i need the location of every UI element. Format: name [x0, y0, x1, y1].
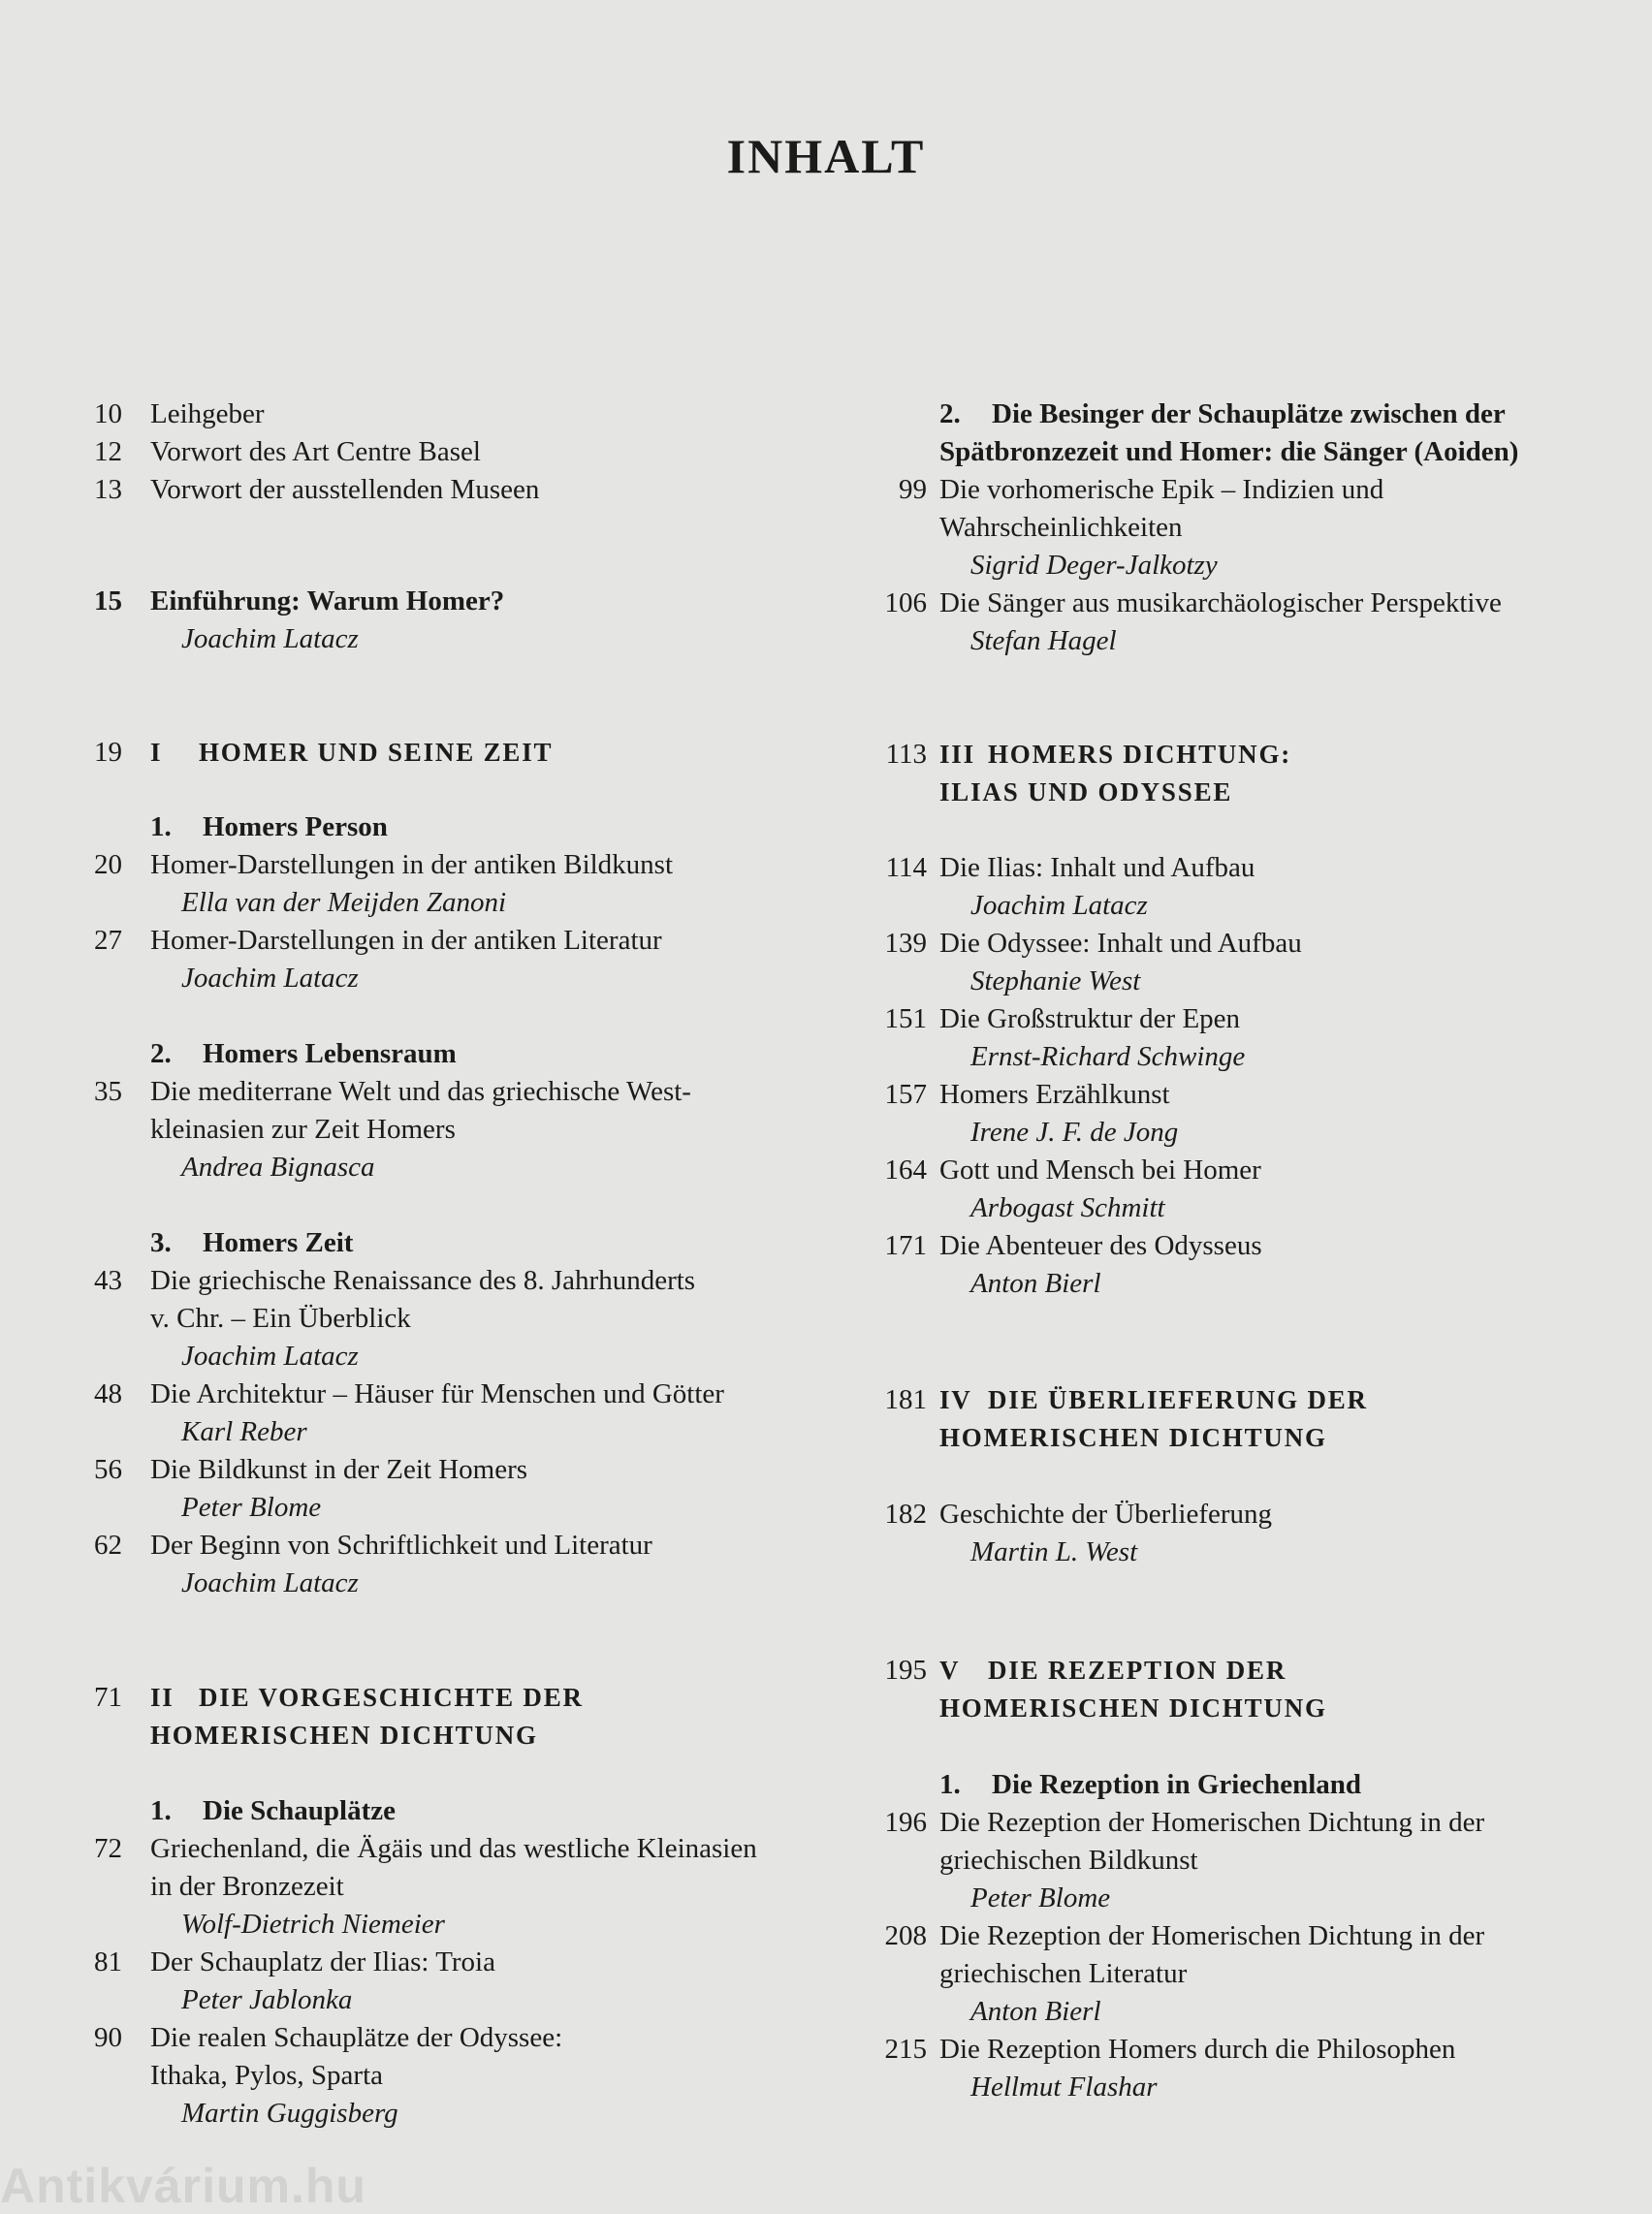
page-number: 15	[94, 585, 122, 617]
page-number: 151	[884, 1003, 927, 1034]
entry-title: Die Sänger aus musikarchäologischer Perspektive	[939, 587, 1502, 618]
entry-title: Die Rezeption der Homerischen Dichtung in der	[939, 1807, 1485, 1838]
entry-title: Leihgeber	[150, 398, 265, 429]
toc-entry[interactable]	[867, 1076, 1604, 1114]
page-number: 181	[884, 1384, 927, 1415]
page-number: 56	[94, 1454, 122, 1485]
section-title-text: DIE REZEPTION DER	[988, 1656, 1287, 1685]
toc-entry[interactable]	[867, 1152, 1604, 1189]
entry-author-line	[867, 622, 1604, 660]
entry-author-line	[867, 887, 1604, 925]
toc-entry[interactable]	[78, 1073, 814, 1111]
subsection-number: 1.	[939, 1769, 961, 1800]
entry-author: Hellmut Flashar	[970, 2072, 1158, 2103]
toc-entry[interactable]	[78, 2019, 814, 2057]
entry-title: Einführung: Warum Homer?	[150, 585, 505, 617]
roman-numeral: I	[150, 738, 163, 767]
page-number: 114	[885, 852, 927, 883]
page-number: 20	[94, 849, 122, 880]
entry-author: Irene J. F. de Jong	[970, 1117, 1179, 1148]
entry-title-line-2: v. Chr. – Ein Überblick	[150, 1303, 411, 1334]
subsection-number: 2.	[939, 398, 961, 429]
toc-entry-continuation	[78, 2057, 814, 2095]
entry-author: Peter Blome	[970, 1882, 1111, 1914]
entry-author: Joachim Latacz	[181, 1341, 359, 1372]
toc-entry[interactable]	[78, 1451, 814, 1489]
subsection-title	[150, 1792, 396, 1830]
page-number: 113	[885, 739, 927, 770]
entry-author-line	[867, 547, 1604, 585]
roman-numeral: II	[150, 1683, 175, 1712]
roman-numeral: IV	[939, 1385, 972, 1414]
section-title	[939, 1381, 1368, 1419]
subsection-heading	[867, 395, 1604, 433]
page-number: 157	[884, 1079, 927, 1110]
section-heading-continuation	[867, 1419, 1604, 1457]
entry-author-line	[78, 1413, 814, 1451]
toc-entry[interactable]	[78, 471, 814, 509]
page-number: 43	[94, 1265, 122, 1296]
entry-author: Andrea Bignasca	[181, 1152, 375, 1183]
entry-title: Griechenland, die Ägäis und das westliche Kleinasien	[150, 1833, 757, 1864]
subsection-heading	[78, 1224, 814, 1262]
subsection-heading	[867, 1766, 1604, 1804]
entry-title: Vorwort des Art Centre Basel	[150, 436, 481, 467]
entry-title: Gott und Mensch bei Homer	[939, 1154, 1261, 1186]
subsection-title	[150, 808, 388, 846]
toc-entry-continuation	[78, 1111, 814, 1149]
section-title-line-2: HOMERISCHEN DICHTUNG	[939, 1693, 1327, 1723]
subsection-title-text: Die Rezeption in Griechenland	[992, 1769, 1362, 1800]
entry-title: Die realen Schauplätze der Odyssee:	[150, 2022, 563, 2053]
section-heading-part-4[interactable]	[867, 1381, 1604, 1419]
toc-entry-continuation	[867, 1842, 1604, 1880]
entry-author-line	[78, 1149, 814, 1186]
entry-title: Die Rezeption Homers durch die Philosophen	[939, 2034, 1456, 2065]
page-number: 139	[884, 928, 927, 959]
subsection-title	[939, 395, 1506, 433]
page-number: 71	[94, 1682, 122, 1713]
entry-author: Arbogast Schmitt	[970, 1192, 1165, 1223]
subsection-title	[150, 1224, 353, 1262]
section-title-text: HOMERS DICHTUNG:	[988, 740, 1292, 769]
subsection-title	[150, 1035, 457, 1073]
page-number: 35	[94, 1076, 122, 1107]
section-title-line-2: ILIAS UND ODYSSEE	[939, 777, 1233, 807]
roman-numeral: III	[939, 740, 975, 769]
page-number: 27	[94, 925, 122, 956]
toc-entry-continuation	[78, 1300, 814, 1338]
entry-author-line	[867, 1993, 1604, 2031]
page-number: 164	[884, 1154, 927, 1186]
entry-author-line	[78, 1565, 814, 1602]
toc-entry[interactable]	[867, 1227, 1604, 1265]
subsection-title-text: Homers Person	[203, 811, 388, 842]
page-number: 182	[884, 1499, 927, 1530]
toc-entry[interactable]	[78, 433, 814, 471]
section-heading-continuation	[867, 1690, 1604, 1727]
subsection-number: 2.	[150, 1038, 172, 1069]
entry-title: Geschichte der Überlieferung	[939, 1499, 1273, 1530]
subsection-number: 3.	[150, 1227, 172, 1258]
entry-author: Anton Bierl	[970, 1268, 1101, 1299]
toc-entry[interactable]	[78, 1527, 814, 1565]
section-heading-part-3[interactable]	[867, 736, 1604, 774]
toc-entry[interactable]	[867, 849, 1604, 887]
page-number: 62	[94, 1530, 122, 1561]
entry-title: Homer-Darstellungen in der antiken Literatur	[150, 925, 662, 956]
page-number: 208	[884, 1920, 927, 1951]
subsection-heading	[78, 1035, 814, 1073]
toc-entry[interactable]	[867, 1804, 1604, 1842]
entry-author-line	[78, 1906, 814, 1944]
entry-title: Der Beginn von Schriftlichkeit und Literatur	[150, 1530, 652, 1561]
section-title	[150, 1679, 584, 1717]
toc-entry[interactable]	[78, 1262, 814, 1300]
entry-author-line	[78, 2095, 814, 2133]
subsection-number: 1.	[150, 811, 172, 842]
entry-title-line-2: griechischen Bildkunst	[939, 1845, 1198, 1876]
subsection-title-text: Homers Lebensraum	[203, 1038, 457, 1069]
page-number: 48	[94, 1378, 122, 1409]
entry-author: Ella van der Meijden Zanoni	[181, 887, 507, 918]
toc-entry-continuation	[867, 1955, 1604, 1993]
toc-entry[interactable]	[867, 585, 1604, 622]
entry-author: Anton Bierl	[970, 1996, 1101, 2027]
page-title: INHALT	[726, 129, 926, 183]
entry-author: Stephanie West	[970, 965, 1141, 996]
entry-author-line	[78, 620, 814, 658]
subsection-title-text: Homers Zeit	[203, 1227, 354, 1258]
section-title	[939, 736, 1291, 774]
entry-title: Homers Erzählkunst	[939, 1079, 1170, 1110]
entry-author-line	[867, 1114, 1604, 1152]
toc-entry[interactable]	[867, 1496, 1604, 1534]
entry-title-line-2: Ithaka, Pylos, Sparta	[150, 2060, 384, 2091]
entry-author-line	[867, 1534, 1604, 1571]
entry-author-line	[867, 1038, 1604, 1076]
entry-title: Die vorhomerische Epik – Indizien und	[939, 474, 1384, 505]
toc-entry[interactable]	[78, 1830, 814, 1868]
entry-author: Joachim Latacz	[970, 890, 1148, 921]
entry-author: Sigrid Deger-Jalkotzy	[970, 550, 1218, 581]
entry-title: Die Abenteuer des Odysseus	[939, 1230, 1262, 1261]
page-number: 72	[94, 1833, 122, 1864]
page-number: 10	[94, 398, 122, 429]
toc-entry-continuation	[78, 1868, 814, 1906]
entry-author: Joachim Latacz	[181, 1567, 359, 1598]
subsection-heading	[78, 1792, 814, 1830]
subsection-title-text: Die Schauplätze	[203, 1795, 396, 1826]
entry-title: Homer-Darstellungen in der antiken Bildkunst	[150, 849, 674, 880]
entry-title: Die Architektur – Häuser für Menschen und Götter	[150, 1378, 724, 1409]
page-number: 106	[884, 587, 927, 618]
page-number: 81	[94, 1946, 122, 1977]
section-heading-part-5[interactable]	[867, 1652, 1604, 1690]
section-title-text: DIE ÜBERLIEFERUNG DER	[988, 1385, 1368, 1414]
entry-author-line	[78, 960, 814, 997]
subsection-number: 1.	[150, 1795, 172, 1826]
subsection-heading	[78, 808, 814, 846]
section-heading-continuation	[78, 1717, 814, 1755]
subsection-heading-continuation	[867, 433, 1604, 471]
entry-title-line-2: kleinasien zur Zeit Homers	[150, 1114, 456, 1145]
toc-entry[interactable]	[78, 922, 814, 960]
entry-author: Ernst-Richard Schwinge	[970, 1041, 1246, 1072]
entry-author: Wolf-Dietrich Niemeier	[181, 1909, 445, 1940]
entry-title: Der Schauplatz der Ilias: Troia	[150, 1946, 495, 1977]
toc-entry-continuation	[867, 509, 1604, 547]
toc-entry[interactable]	[867, 471, 1604, 509]
page-number: 215	[884, 2034, 927, 2065]
section-heading-part-2[interactable]	[78, 1679, 814, 1717]
section-title-line-2: HOMERISCHEN DICHTUNG	[939, 1423, 1327, 1452]
entry-author-line	[78, 1489, 814, 1527]
subsection-title-line-2: Spätbronzezeit und Homer: die Sänger (Aoiden)	[939, 436, 1519, 467]
entry-author: Joachim Latacz	[181, 623, 359, 654]
page-number: 19	[94, 737, 122, 768]
entry-title: Die Großstruktur der Epen	[939, 1003, 1241, 1034]
entry-title: Die Bildkunst in der Zeit Homers	[150, 1454, 528, 1485]
page-number: 99	[899, 474, 927, 505]
entry-author-line	[867, 2069, 1604, 2106]
page-number: 196	[884, 1807, 927, 1838]
entry-title: Die Rezeption der Homerischen Dichtung in der	[939, 1920, 1485, 1951]
page-number: 195	[884, 1655, 927, 1686]
entry-author-line	[867, 1880, 1604, 1917]
section-heading-part-1[interactable]	[78, 734, 814, 772]
subsection-title	[939, 1766, 1361, 1804]
toc-entry[interactable]	[78, 1944, 814, 1981]
toc-entry[interactable]	[867, 925, 1604, 963]
watermark: Antikvárium.hu	[0, 2159, 366, 2213]
page-number: 171	[884, 1230, 927, 1261]
entry-title-line-2: Wahrscheinlichkeiten	[939, 512, 1183, 543]
section-heading-continuation	[867, 774, 1604, 811]
roman-numeral: V	[939, 1656, 961, 1685]
toc-entry[interactable]	[867, 1917, 1604, 1955]
toc-entry[interactable]	[78, 395, 814, 433]
subsection-title-text: Die Besinger der Schauplätze zwischen der	[992, 398, 1506, 429]
toc-entry[interactable]	[78, 846, 814, 884]
entry-title: Die Ilias: Inhalt und Aufbau	[939, 852, 1255, 883]
toc-entry[interactable]	[867, 1000, 1604, 1038]
entry-title-line-2: griechischen Literatur	[939, 1958, 1188, 1989]
page-number: 12	[94, 436, 122, 467]
entry-author: Joachim Latacz	[181, 963, 359, 994]
section-title	[939, 1652, 1287, 1690]
entry-title: Die mediterrane Welt und das griechische West-	[150, 1076, 691, 1107]
entry-author: Karl Reber	[181, 1416, 307, 1447]
entry-author: Peter Blome	[181, 1492, 322, 1523]
page-number: 90	[94, 2022, 122, 2053]
entry-author-line	[867, 1265, 1604, 1303]
entry-title: Vorwort der ausstellenden Museen	[150, 474, 540, 505]
entry-author: Martin L. West	[970, 1536, 1138, 1567]
section-title-text: DIE VORGESCHICHTE DER	[199, 1683, 584, 1712]
entry-author-line	[78, 1338, 814, 1376]
entry-title: Die Odyssee: Inhalt und Aufbau	[939, 928, 1302, 959]
toc-entry-intro[interactable]	[78, 583, 814, 620]
section-title-line-2: HOMERISCHEN DICHTUNG	[150, 1721, 538, 1750]
section-title	[150, 734, 553, 772]
entry-author-line	[867, 1189, 1604, 1227]
entry-author: Martin Guggisberg	[181, 2098, 398, 2129]
toc-entry[interactable]	[867, 2031, 1604, 2069]
entry-author-line	[78, 884, 814, 922]
entry-title-line-2: in der Bronzezeit	[150, 1871, 344, 1902]
entry-author: Peter Jablonka	[181, 1984, 353, 2015]
toc-entry[interactable]	[78, 1376, 814, 1413]
section-title-text: HOMER UND SEINE ZEIT	[199, 738, 554, 767]
entry-title: Die griechische Renaissance des 8. Jahrhunderts	[150, 1265, 696, 1296]
entry-author-line	[867, 963, 1604, 1000]
page-number: 13	[94, 474, 122, 505]
entry-author-line	[78, 1981, 814, 2019]
entry-author: Stefan Hagel	[970, 625, 1117, 656]
